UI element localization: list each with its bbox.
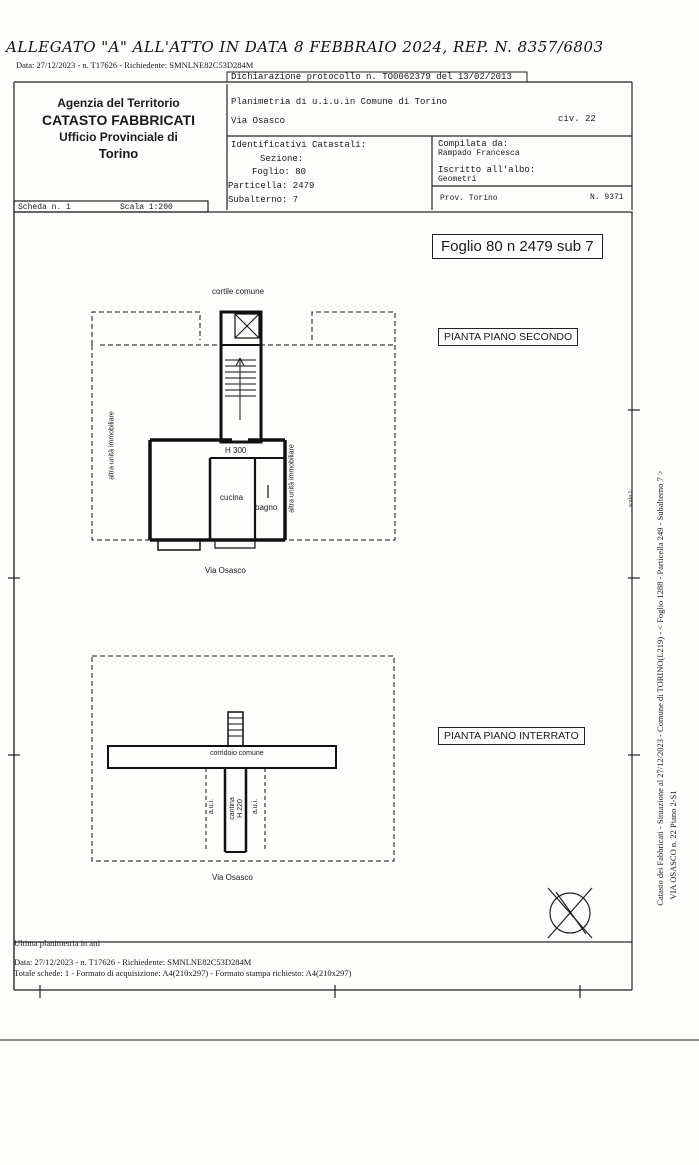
compass-icon — [548, 888, 592, 938]
side-text-situation: Catasto dei Fabbricati - Situazione al 27/12/2023 - Comune di TORINO(L219) - < Foglio 1288 - Particella 249 - Subalterno 7 > — [655, 470, 665, 906]
scala: Scala 1:200 — [120, 203, 173, 212]
compiled-title: Compilata da: — [438, 139, 509, 149]
plan-lower-label: PIANTA PIANO INTERRATO — [438, 727, 585, 745]
plan-upper-label: PIANTA PIANO SECONDO — [438, 328, 578, 346]
identifier-particella: Particella: 2479 — [228, 181, 315, 191]
compiled-name: Rampado Francesca — [438, 149, 520, 158]
street: Via Osasco — [231, 116, 286, 126]
planimetria: Planimetria di u.i.u.in Comune di Torino — [231, 97, 448, 107]
identifier-foglio: Foglio: 80 — [252, 167, 307, 177]
identifiers-title: Identificativi Catastali: — [231, 140, 367, 150]
civic-number: civ. 22 — [558, 114, 596, 124]
top-meta: Data: 27/12/2023 - n. T17626 - Richiedente: SMNLNE82C53D284M — [16, 60, 254, 70]
agency-line-1: Agenzia del Territorio — [57, 96, 180, 110]
cantina-label: cantina — [228, 797, 236, 820]
right-side-unit: altra unità immobiliare — [288, 444, 296, 513]
agency-block — [16, 96, 221, 161]
corridoio-label: corridoio comune — [210, 750, 264, 757]
cucina-label: cucina — [220, 493, 244, 502]
agency-line-3: Ufficio Provinciale di — [59, 130, 178, 144]
footer-data: Data: 27/12/2023 - n. T17626 - Richiedente: SMNLNE82C53D284M — [14, 957, 252, 967]
identifier-subalterno: Subalterno: 7 — [228, 195, 299, 205]
protocol: Dichiarazione protocollo n. TO0062379 del 13/02/2013 — [231, 72, 512, 82]
handwritten-annotation: ALLEGATO "A" ALL'ATTO IN DATA 8 FEBBRAIO 2024, REP. N. 8357/6803 — [6, 38, 604, 56]
bagno-label: bagno — [255, 503, 278, 512]
left-side-unit: altra unità immobiliare — [108, 411, 116, 480]
foglio-box: Foglio 80 n 2479 sub 7 — [432, 234, 603, 259]
compiled-iscritto: Iscritto all'albo: — [438, 165, 536, 175]
compiled-prov: Prov. Torino — [440, 194, 498, 203]
cortile-label: cortile comune — [212, 287, 265, 296]
aui-right: a.u.i. — [252, 798, 260, 815]
side-text-address: VIA OSASCO n. 22 Piano 2-S1 — [668, 790, 678, 900]
footer-ultima: Ultima planimetria in atti — [14, 938, 101, 948]
side-small-scale: scala 1: — [628, 488, 635, 508]
scheda: Scheda n. 1 — [18, 203, 71, 212]
agency-line-4: Torino — [98, 146, 139, 161]
height-lower: H 220 — [236, 799, 244, 818]
compiled-number: N. 9371 — [590, 193, 624, 202]
identifier-sezione: Sezione: — [260, 154, 304, 164]
height-upper: H 300 — [225, 446, 247, 455]
compiled-profession: Geometri — [438, 175, 477, 184]
street-lower: Via Osasco — [212, 873, 253, 882]
agency-line-2: CATASTO FABBRICATI — [42, 112, 195, 128]
footer-totale: Totale schede: 1 - Formato di acquisizione: A4(210x297) - Formato stampa richiesto: A4(210x297) — [14, 968, 352, 978]
street-upper: Via Osasco — [205, 566, 246, 575]
aui-left: a.u.i. — [208, 798, 216, 815]
